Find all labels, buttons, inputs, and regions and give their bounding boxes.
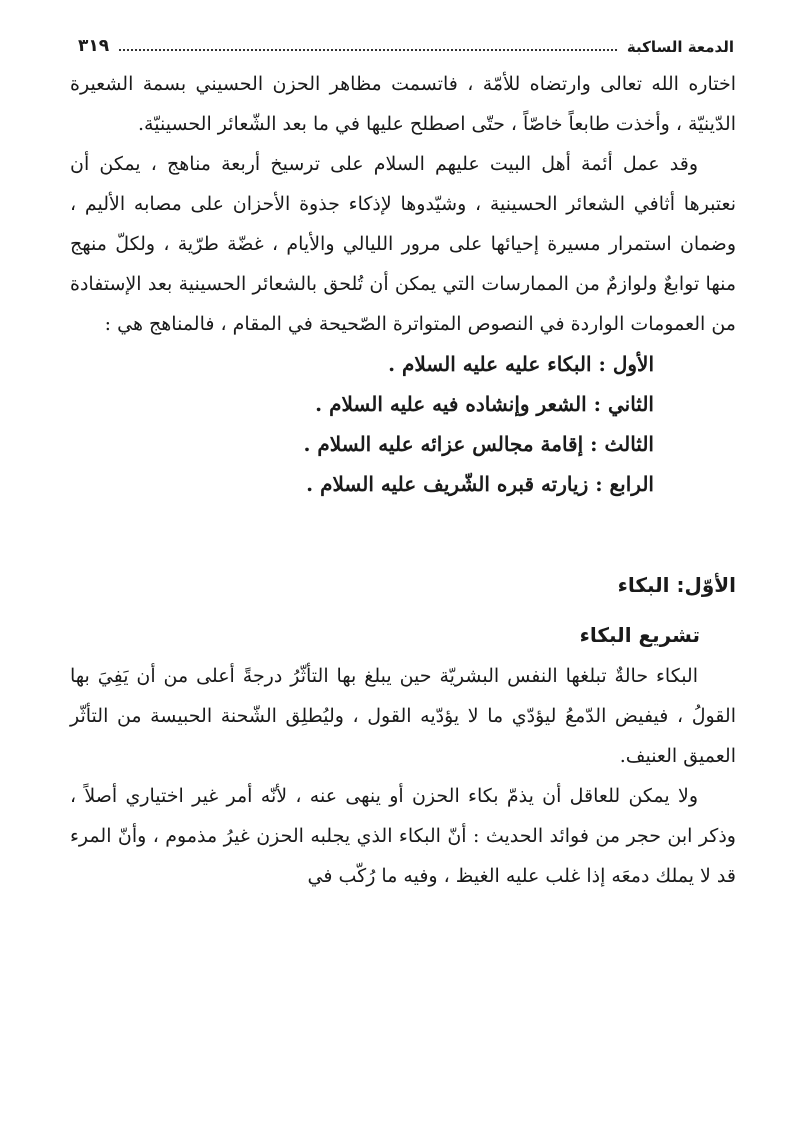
- header-dotted-rule: [119, 49, 617, 51]
- method-item: الثاني : الشعر وإنشاده فيه عليه السلام .: [315, 392, 654, 416]
- method-item: الأول : البكاء عليه عليه السلام .: [388, 352, 654, 376]
- section-heading: الأوّل: البكاء: [617, 573, 736, 597]
- paragraph: البكاء حالةٌ تبلغها النفس البشريّة حين يبلغ بها التأثّرُ درجةً أعلى من أن يَفِيَ بها القولُ ، فيفيض الدّمعُ ليؤدّي ما لا يؤدّيه القول ، وليُطلِق الشّحنة الحبيسة من التأثّر العميق العنيف.: [70, 665, 736, 767]
- section-spacer: [70, 504, 736, 564]
- method-item: الثالث : إقامة مجالس عزائه عليه السلام .: [303, 432, 654, 456]
- methods-list: [70, 344, 736, 504]
- paragraph: وقد عمل أئمة أهل البيت عليهم السلام على ترسيخ أربعة مناهج ، يمكن أن نعتبرها أثافي الشعائر الحسينية ، وشيّدوها لإذكاء جذوة الأحزان على مصابه الأليم ، وضمان استمرار مسيرة إحيائها على مرور الليالي والأيام ، غضّة طرّية ، ولكلّ منهج منها توابعٌ ولوازمٌ من الممارسات التي يمكن أن تُلحق بالشعائر الحسينية بعد الإستفادة من العمومات الواردة في النصوص المتواترة الصّحيحة في المقام ، فالمناهج هي :: [70, 153, 736, 335]
- paragraph: اختاره الله تعالى وارتضاه للأمّة ، فاتسمت مظاهر الحزن الحسيني بسمة الشعيرة الدّينيّة ، وأخذت طابعاً خاصّاً ، حتّى اصطلح عليها في ما بعد الشّعائر الحسينيّة.: [70, 73, 736, 135]
- section-subheading: تشريع البكاء: [579, 623, 700, 647]
- method-item: الرابع : زيارته قبره الشّريف عليه السلام .: [306, 472, 654, 496]
- running-header: [78, 30, 734, 56]
- header-title: الدمعة الساكبة: [626, 38, 734, 56]
- heading-gap: [70, 606, 736, 614]
- page-body: [70, 64, 736, 896]
- page-number: ٣١٩: [78, 36, 110, 56]
- paragraph: ولا يمكن للعاقل أن يذمّ بكاء الحزن أو ينهى عنه ، لأنّه أمر غير اختياري أصلاً ، وذكر ابن حجر من فوائد الحديث : أنّ البكاء الذي يجلبه الحزن غيرُ مذموم ، وأنّ المرء قد لا يملك دمعَه إذا غلب عليه الغيظ ، وفيه ما رُكّب في: [70, 785, 736, 887]
